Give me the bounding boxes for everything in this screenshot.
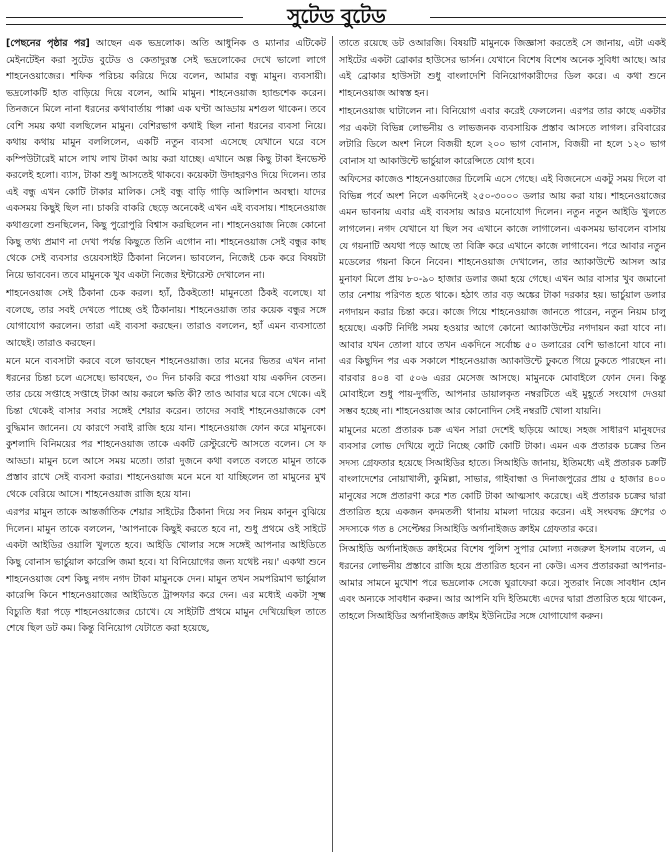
header-rule-right <box>430 17 666 18</box>
article-paragraph: এরপর মামুন তাকে আন্তর্জাতিক শেয়ার সাইটের ঠিকানা দিয়ে সব নিয়ম কানুন বুঝিয়ে দিলেন। মামুন তাকে বললেন, 'আপনাকে কিছুই করতে হবে না, শুধু প্রথমে ওই সাইটে একটা আইডির ওয়ালি খুলতে হবে। আইডি খোলার সঙ্গে সঙ্গেই আপনার আইডিতে কিছু বোনাস ভার্চুয়াল কারেন্সি জমা হবে। যা বিনিয়োগের জন্য যথেষ্ট নয়।' একথা শুনে শাহনেওয়াজ বেশ কিছু নগদ নগদ টাকা মামুনকে দেন। মামুন তখন সমপরিমাণ ভার্চুয়াল কারেন্সি কিনে শাহনেওয়াজের আইডিতে ট্রান্সফার করে দেন। এর মধ্যেই একটা সূক্ষ্ম বিচ্যুতি ধরা পড়ে শাহনেওয়াজের চোখে। যে সাইটটি প্রথমে মামুন দেখিয়েছিল তাতে শেষে ছিল ডট কম। কিন্তু বিনিয়োগ যেটাতে করা হয়েছে, <box>6 507 326 635</box>
article-headline: সুটেড বুটেড <box>287 4 386 28</box>
article-paragraph: মামুনের মতো প্রতারক চক্র এখন সারা দেশেই ছড়িয়ে আছে। সহজ সাধারণ মানুষদের ব্যবসার লোভ দেখিয়ে লুটে নিচ্ছে কোটি কোটি টাকা। এমন এক প্রতারক চক্রের তিন সদস্য গ্রেফতার হয়েছে সিআইডির হাতে। সিআইডি জানায়, ইতিমধ্যে এই প্রতারক চক্রটি বাংলাদেশের নোয়াখালী, কুমিল্লা, সাভার, গাইবান্ধা ও দিনাজপুরের প্রায় ৫ হাজার ৪০০ মানুষের সঙ্গে প্রতারণা করে শত কোটি টাকা আত্মসাৎ করেছে। এই প্রতারক চক্রের দ্বারা প্রতারিত হয়ে একজন কদমতলী থানায় মামলা দায়ের করেন। এই সংঘবদ্ধ গ্রুপের ৩ সদস্যকে গত ৪ সেপ্টেম্বর সিআইডি অর্গানাইজড ক্রাইম গ্রেফতার করে। <box>339 424 666 535</box>
header-rule-left <box>6 17 243 18</box>
continuation-note[interactable]: [পেছনের পৃষ্ঠার পর] <box>6 38 90 49</box>
article-paragraph: তাতে রয়েছে ডট ওআরজি। বিষয়টি মামুনকে জিজ্ঞাসা করতেই সে জানায়, এটা একই সাইটের একটা ব্রোকার হাউসের ভার্সন। যেখানে বিশেষ বিশেষ অনেক সুবিধা আছে। আর এই ব্রোকার হাউসটা শুধু বাংলাদেশি বিনিয়োগকারীদের ডিল করে। এ কথা শুনে শাহনেওয়াজ আস্বস্ত হন। <box>339 38 666 99</box>
article-paragraph: শাহনেওয়াজ সেই ঠিকানা চেক করল। হ্যাঁ, ঠিকইতো! মামুনতো ঠিকই বলেছে। যা বলেছে, তার সবই দেখতে পাচ্ছে ওই ঠিকানায়। শাহনেওয়াজ তার কয়েক বন্ধুর সঙ্গে যোগাযোগ করলেন। তারা এই ব্যবসা করছেন। তারাও বললেন, হ্যাঁ এমন ব্যবসাতো আছেই। তারাও করছেন। <box>6 288 326 349</box>
article-paragraph: অফিসের কাজেও শাহনেওয়াজের ঢিলেমি এসে গেছে। এই বিজনেসে একটু সময় দিলে বা বিভিন্ন পর্বে অংশ নিলে একদিনেই ২৫০-৩০০০ ডলার আয় করা যায়। শাহনেওয়াজের এমন ভাবনায় এবার এই ব্যবসায় আরও মনোযোগ দিলেন। নতুন নতুন আইডি খুলতে লাগলেন। নগদ যেখানে যা ছিল সব এখানে কাজে লাগালেন। একসময় ভাবলেন বাসায় যে গয়নাটি অযথা পড়ে আছে তা বিক্রি করে এখানে কাজে লাগাবেন। পরে আবার নতুন মডেলের গয়না কিনে নিবেন। শাহনেওয়াজ দেখালেন, তার অ্যাকাউন্টে আসল আর মুনাফা মিলে প্রায় ৮০-৯০ হাজার ডলার জমা হয়ে গেছে। এখন আর বাসার খুব জমানো তার নেশায় পরিণত হতে থাকে। হঠাৎ তার বড় অঙ্কের টাকা দরকার হয়। ভার্চুয়াল ডলার নগদায়ন করার চিন্তা করে। কাজে গিয়ে শাহনেওয়াজ জানতে পারেন, নতুন নিয়ম চালু হয়েছে। একটি নির্দিষ্ট সময় হওয়ার আগে কোনো অ্যাকাউন্টের নগদায়ন করা যাবে না। আবার যখন তোলা যাবে তখন একদিনে সর্বোচ্চ ৫০ ডলারের বেশি ভাঙানো যাবে না। এর কিছুদিন পর এক সকালে শাহনেওয়াজ অ্যাকাউন্টে ঢুকতে গিয়ে ঢুকতে পারছেন না। বারবার ৪০৪ বা ৫০৬ এরর মেসেজ আসছে। মামুনকে মোবাইলে ফোন দেন। কিন্তু মোবাইলে শুধু পায়-দুর্গতি, আপনার ডায়ালকৃত নম্বরটিতে এই মুহূর্তে সংযোগ দেওয়া সম্ভব হচ্ছে না। শাহনেওয়াজ আর কোনোদিন সেই নম্বরটি খোলা যায়নি। <box>339 174 666 418</box>
article-column-left <box>6 36 326 854</box>
column-divider <box>332 36 333 852</box>
article-paragraph: শাহনেওয়াজ ঘাটালেন না। বিনিয়োগ এবার করেই ফেললেন। এরপর তার কাছে একটার পর একটা বিভিন্ন লোভনীয় ও লাভজনক ব্যবসায়িক প্রস্তাব আসতে লাগল। রবিবারের লটারি ডিলে অংশ নিলে বিজয়ী হলে ২০০ ভাগ বোনাস, বিজয়ী না হলে ১২০ ভাগ বোনাস যা আকাউন্টে ভার্চুয়াল কারেন্সিতে যোগ হবে। <box>339 106 666 167</box>
article-column-right <box>339 36 666 854</box>
article-paragraph <box>6 36 326 284</box>
article-paragraph: সিআইডি অর্গানাইজড ক্রাইমের বিশেষ পুলিশ সুপার মোল্যা নজরুল ইসলাম বলেন, এ ধরনের লোভনীয় প্রস্তাবে রাজি হয়ে প্রতারিত হবেন না কেউ। এসব প্রতারকরা আপনার-আমার সামনে মুখোশ পরে ভদ্রলোক সেজে ঘুরাফেরা করে। সুতরাং নিজে সাবধান হোন এবং অন্যকে সাবধান করুন। আর আপনি যদি ইতিমধ্যে এদের দ্বারা প্রতারিত হয়ে থাকেন, তাহলে সিআইডির অর্গানাইজড ক্রাইম ইউনিটের সঙ্গে যোগাযোগ করুন। <box>339 540 666 625</box>
paragraph-text: আছেন এক ভদ্রলোক। অতি আধুনিক ও ম্যানার এটিকেট মেইনটেইন করা সুটেড বুটেড ও কেতাদুরস্ত সেই ভদ্রলোকের দেখে ভালো লাগে শাহনেওয়াজের। শফিক পরিচয় করিয়ে দিয়ে বলেন, আমার বন্ধু মামুন। ব্যবসায়ী। ভদ্রলোকটি হাত বাড়িয়ে দিয়ে বলেন, আমি মামুন। শাহনেওয়াজ হ্যান্ডশেক করেন। তিনজনে মিলে নানা ধরনের কথাবার্তায় পাক্কা এক ঘণ্টা আড্ডায় মশগুল থাকেন। তবে বেশি সময় কথা বলছিলেন মামুন। বেশিরভাগ কথাই ছিল নানা ধরনের ব্যবসা নিয়ে। কথায় কথায় মামুন বললিলেন, একটি নতুন ব্যবসা এসেছে যেখানে ঘরে বসে কম্পিউটারেই মাসে লাখ লাখ টাকা আয় করা যাচ্ছে। এখানে অল্প কিছু টাকা ইনভেস্ট করলেই হলো। ব্যাস, টাকা শুধু আসতেই থাকবে। কয়েকটা উদাহরণও দিয়ে দিলেন। তার এই বন্ধু এখন কোটি টাকার মালিক। সেই বন্ধু বাড়ি গাড়ি আলিশান অবস্থা। যাদের একসময় কিছুই ছিল না। চাকরি বাকরি ছেড়ে অনেকেই এখন এই ব্যবসায়। শাহনেওয়াজ কথাগুলো শুনছিলেন, কিছু পুরোপুরি বিশ্বাস করছিলেন না। শাহনেওয়াজ নিজে কোনো কিছু তথ্য প্রমাণ না দেখা পর্যন্ত কিছুতে তিনি এগোন না। শাহনেওয়াজ সেই বন্ধুর কাছ থেকে সেই ব্যবসার ওয়েবসাইট ঠিকানা নিলেন। ভাবলেন, নিজেই চেক করে বিষয়টা নিয়ে ভাববেন। তবে মামুনকে খুব একটা নিজের ইন্টারেস্ট দেখালেন না। <box>6 38 326 281</box>
article-paragraph: মনে মনে ব্যবসাটা করবে বলে ভাবছেন শাহনেওয়াজ। তার মনের ভিতর এখন নানা ধরনের চিন্তা চলে এসেছে। ভাবছেন, ৩০ দিন চাকরি করে পাওয়া যায় একদিন বেতন। তার চেয়ে সপ্তাহে সপ্তাহে টাকা আয় করলে ক্ষতি কী? তাও আবার ঘরে বসে থেকে। এই চিন্তা থেকেই বাসার সবার সঙ্গেই শেয়ার করেন। তাদের সবাই শাহনেওয়াজকে বেশ বুদ্ধিমান জানেন। যে কারণে সবাই রাজি হয়ে যান। শাহনেওয়াজ ফোন করে মামুনকে। কুশলাদি বিনিময়ের পর শাহনেওয়াজ তাকে একটি রেস্টুরেন্টে আসতে বলেন। সে ফ আড্ডা। মামুন চলে আসে সময় মতো। তারা দুজনে কথা বলতে বলতে মামুন তাকে প্রস্তাব রাখে সেই ব্যবসা করার। শাহনেওয়াজ মনে মনে যা যাচ্ছিলেন তা মামুনের মুখ থেকে বেরিয়ে আসে। শাহনেওয়াজ রাজি হয়ে যান। <box>6 356 326 500</box>
